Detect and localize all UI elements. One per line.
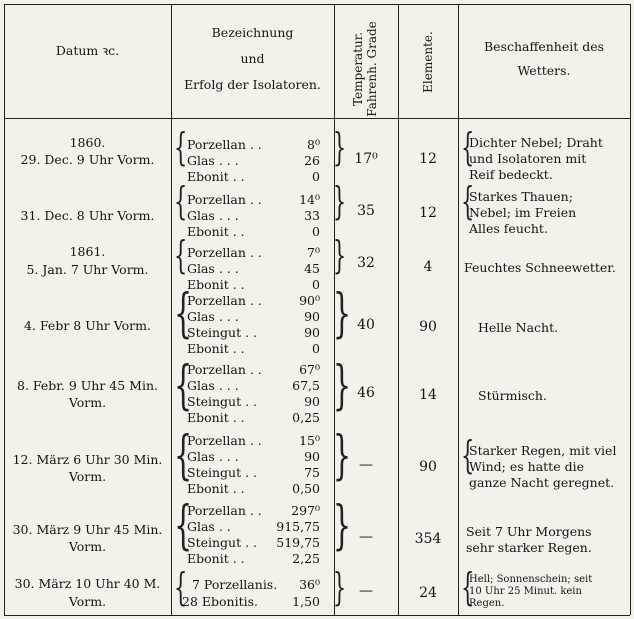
item-value: 8⁰ (307, 137, 320, 152)
item-name: Steingut . . (187, 325, 258, 340)
item-name: Porzellan . . (187, 137, 262, 152)
wetter-line: Stürmisch. (478, 388, 547, 403)
wetter-line: Starkes Thauen; (469, 189, 573, 204)
wetter-line: Hell; Sonnenschein; seit (469, 574, 593, 585)
item-name: Ebonit . . (187, 481, 245, 496)
item-value: 0 (312, 224, 320, 239)
wetter-line: Dichter Nebel; Draht (469, 135, 603, 150)
header-temperatur-line-2: Fahrenh. Grade (365, 21, 379, 117)
item-name: Ebonit . . (187, 410, 245, 425)
item-value: 0,25 (292, 410, 320, 425)
item-value: 0 (312, 277, 320, 292)
item-value: 2,25 (292, 551, 320, 566)
row-date-line: 8. Febr. 9 Uhr 45 Min. (17, 378, 158, 393)
item-name: Steingut . . (187, 535, 258, 550)
item-value: 15⁰ (299, 433, 320, 448)
item-name: Porzellan . . (187, 245, 262, 260)
wetter-line: Feuchtes Schneewetter. (464, 260, 616, 275)
item-name: Porzellan . . (187, 192, 262, 207)
left-brace: { (174, 125, 188, 169)
left-brace: { (461, 179, 475, 223)
wetter-line: und Isolatoren mit (469, 151, 587, 166)
wetter-line: 10 Uhr 25 Minut. kein (469, 586, 582, 597)
item-value: 90 (304, 309, 320, 324)
temperature-value: — (359, 583, 373, 599)
temperature-value: — (359, 529, 373, 545)
item-name: Glas . . . (187, 309, 239, 324)
row-date-line: Vorm. (68, 594, 107, 609)
header-bezeichnung-2: und (240, 51, 265, 66)
left-brace: { (461, 433, 475, 477)
row-date-line: 4. Febr 8 Uhr Vorm. (24, 318, 151, 333)
left-brace: { (174, 496, 193, 556)
elemente-value: 90 (419, 319, 437, 335)
right-brace: } (332, 125, 347, 169)
item-name: Ebonit . . (187, 169, 245, 184)
item-value: 90 (304, 449, 320, 464)
right-brace: } (332, 233, 347, 277)
item-name: 28 Ebonitis. (182, 594, 258, 609)
header-divider (4, 118, 630, 119)
item-value: 75 (304, 465, 320, 480)
item-name: Porzellan . . (187, 503, 262, 518)
item-name: Ebonit . . (187, 224, 245, 239)
item-name: Ebonit . . (187, 551, 245, 566)
wetter-line: sehr starker Regen. (466, 540, 592, 555)
row-date-line: 5. Jan. 7 Uhr Vorm. (26, 262, 149, 277)
header-datum: Datum ꝛc. (55, 43, 120, 58)
elemente-value: 4 (423, 259, 433, 275)
elemente-value: 24 (419, 585, 437, 601)
item-name: Glas . . . (187, 449, 239, 464)
row-date-line: Vorm. (68, 469, 107, 484)
temperature-value: 17⁰ (354, 151, 378, 167)
item-value: 90 (304, 394, 320, 409)
left-brace: { (461, 125, 475, 169)
right-brace: } (332, 179, 347, 223)
header-temperatur-line-1: Temperatur. (351, 32, 365, 107)
column-border-temp (398, 4, 399, 615)
elemente-value: 14 (419, 387, 437, 403)
row-date-line: 1860. (69, 135, 106, 150)
item-name: Glas . . . (187, 261, 239, 276)
temperature-value: 32 (357, 255, 375, 271)
item-value: 0,50 (292, 481, 320, 496)
wetter-line: Seit 7 Uhr Morgens (466, 524, 592, 539)
item-name: Glas . . . (187, 378, 239, 393)
item-name: Steingut . . (187, 394, 258, 409)
row-date-line: 29. Dec. 9 Uhr Vorm. (20, 152, 155, 167)
right-brace: } (332, 284, 352, 344)
item-value: 67⁰ (299, 362, 320, 377)
elemente-value: 90 (419, 459, 437, 475)
elemente-value: 12 (419, 205, 437, 221)
wetter-line: Reif bedeckt. (469, 167, 553, 182)
item-name: Glas . . . (187, 153, 239, 168)
temperature-value: 46 (357, 385, 375, 401)
item-name: Glas . . . (187, 208, 239, 223)
row-date-line: Vorm. (68, 539, 107, 554)
item-value: 45 (304, 261, 320, 276)
wetter-line: Regen. (469, 598, 505, 609)
row-date-line: 30. März 10 Uhr 40 M. (14, 576, 161, 591)
item-value: 33 (304, 208, 320, 223)
row-date-line: 12. März 6 Uhr 30 Min. (12, 452, 163, 467)
item-value: 26 (304, 153, 320, 168)
item-name: Porzellan . . (187, 293, 262, 308)
header-bezeichnung-1: Bezeichnung (211, 25, 294, 40)
elemente-value: 354 (414, 531, 442, 547)
left-brace: { (174, 426, 193, 486)
wetter-line: Nebel; im Freien (469, 205, 577, 220)
right-brace: } (332, 565, 347, 609)
column-border-elemente (458, 4, 459, 615)
wetter-line: Alles feucht. (469, 221, 548, 236)
item-value: 36⁰ (299, 577, 320, 592)
header-bezeichnung-3: Erfolg der Isolatoren. (184, 77, 321, 92)
item-value: 297⁰ (291, 503, 320, 518)
left-brace: { (174, 284, 193, 344)
header-wetter-1: Beschaffenheit des (483, 39, 605, 54)
header-temperatur (351, 14, 379, 124)
row-date-line: 1861. (69, 244, 106, 259)
column-border-right (630, 4, 631, 615)
item-name: Glas . . (187, 519, 231, 534)
item-value: 1,50 (292, 594, 320, 609)
item-name: 7 Porzellanis. (192, 577, 278, 592)
item-value: 90 (304, 325, 320, 340)
item-value: 14⁰ (299, 192, 320, 207)
wetter-line: Wind; es hatte die (469, 459, 584, 474)
item-value: 90⁰ (299, 293, 320, 308)
wetter-line: Helle Nacht. (478, 320, 559, 335)
item-value: 0 (312, 169, 320, 184)
right-brace: } (332, 496, 352, 556)
item-name: Ebonit . . (187, 277, 245, 292)
temperature-value: 35 (357, 203, 375, 219)
item-value: 67,5 (292, 378, 320, 393)
temperature-value: — (359, 457, 373, 473)
row-date-line: 30. März 9 Uhr 45 Min. (12, 522, 163, 537)
row-date-line: Vorm. (68, 395, 107, 410)
item-value: 915,75 (276, 519, 320, 534)
item-name: Steingut . . (187, 465, 258, 480)
wetter-line: ganze Nacht geregnet. (469, 475, 615, 490)
item-value: 0 (312, 341, 320, 356)
row-date-line: 31. Dec. 8 Uhr Vorm. (20, 208, 155, 223)
right-brace: } (332, 426, 352, 486)
left-brace: { (461, 565, 475, 609)
table-top-border (4, 4, 630, 5)
item-name: Porzellan . . (187, 433, 262, 448)
left-brace: { (174, 565, 188, 609)
header-elemente: Elemente. (421, 31, 435, 93)
right-brace: } (332, 356, 352, 416)
table-bottom-border (4, 615, 630, 616)
item-value: 519,75 (276, 535, 320, 550)
wetter-line: Starker Regen, mit viel (469, 443, 617, 458)
item-name: Porzellan . . (187, 362, 262, 377)
elemente-value: 12 (419, 151, 437, 167)
left-brace: { (174, 356, 193, 416)
left-brace: { (174, 179, 188, 223)
item-value: 7⁰ (307, 245, 320, 260)
item-name: Ebonit . . (187, 341, 245, 356)
header-wetter-2: Wetters. (517, 63, 571, 78)
left-brace: { (174, 233, 188, 277)
temperature-value: 40 (357, 317, 375, 333)
